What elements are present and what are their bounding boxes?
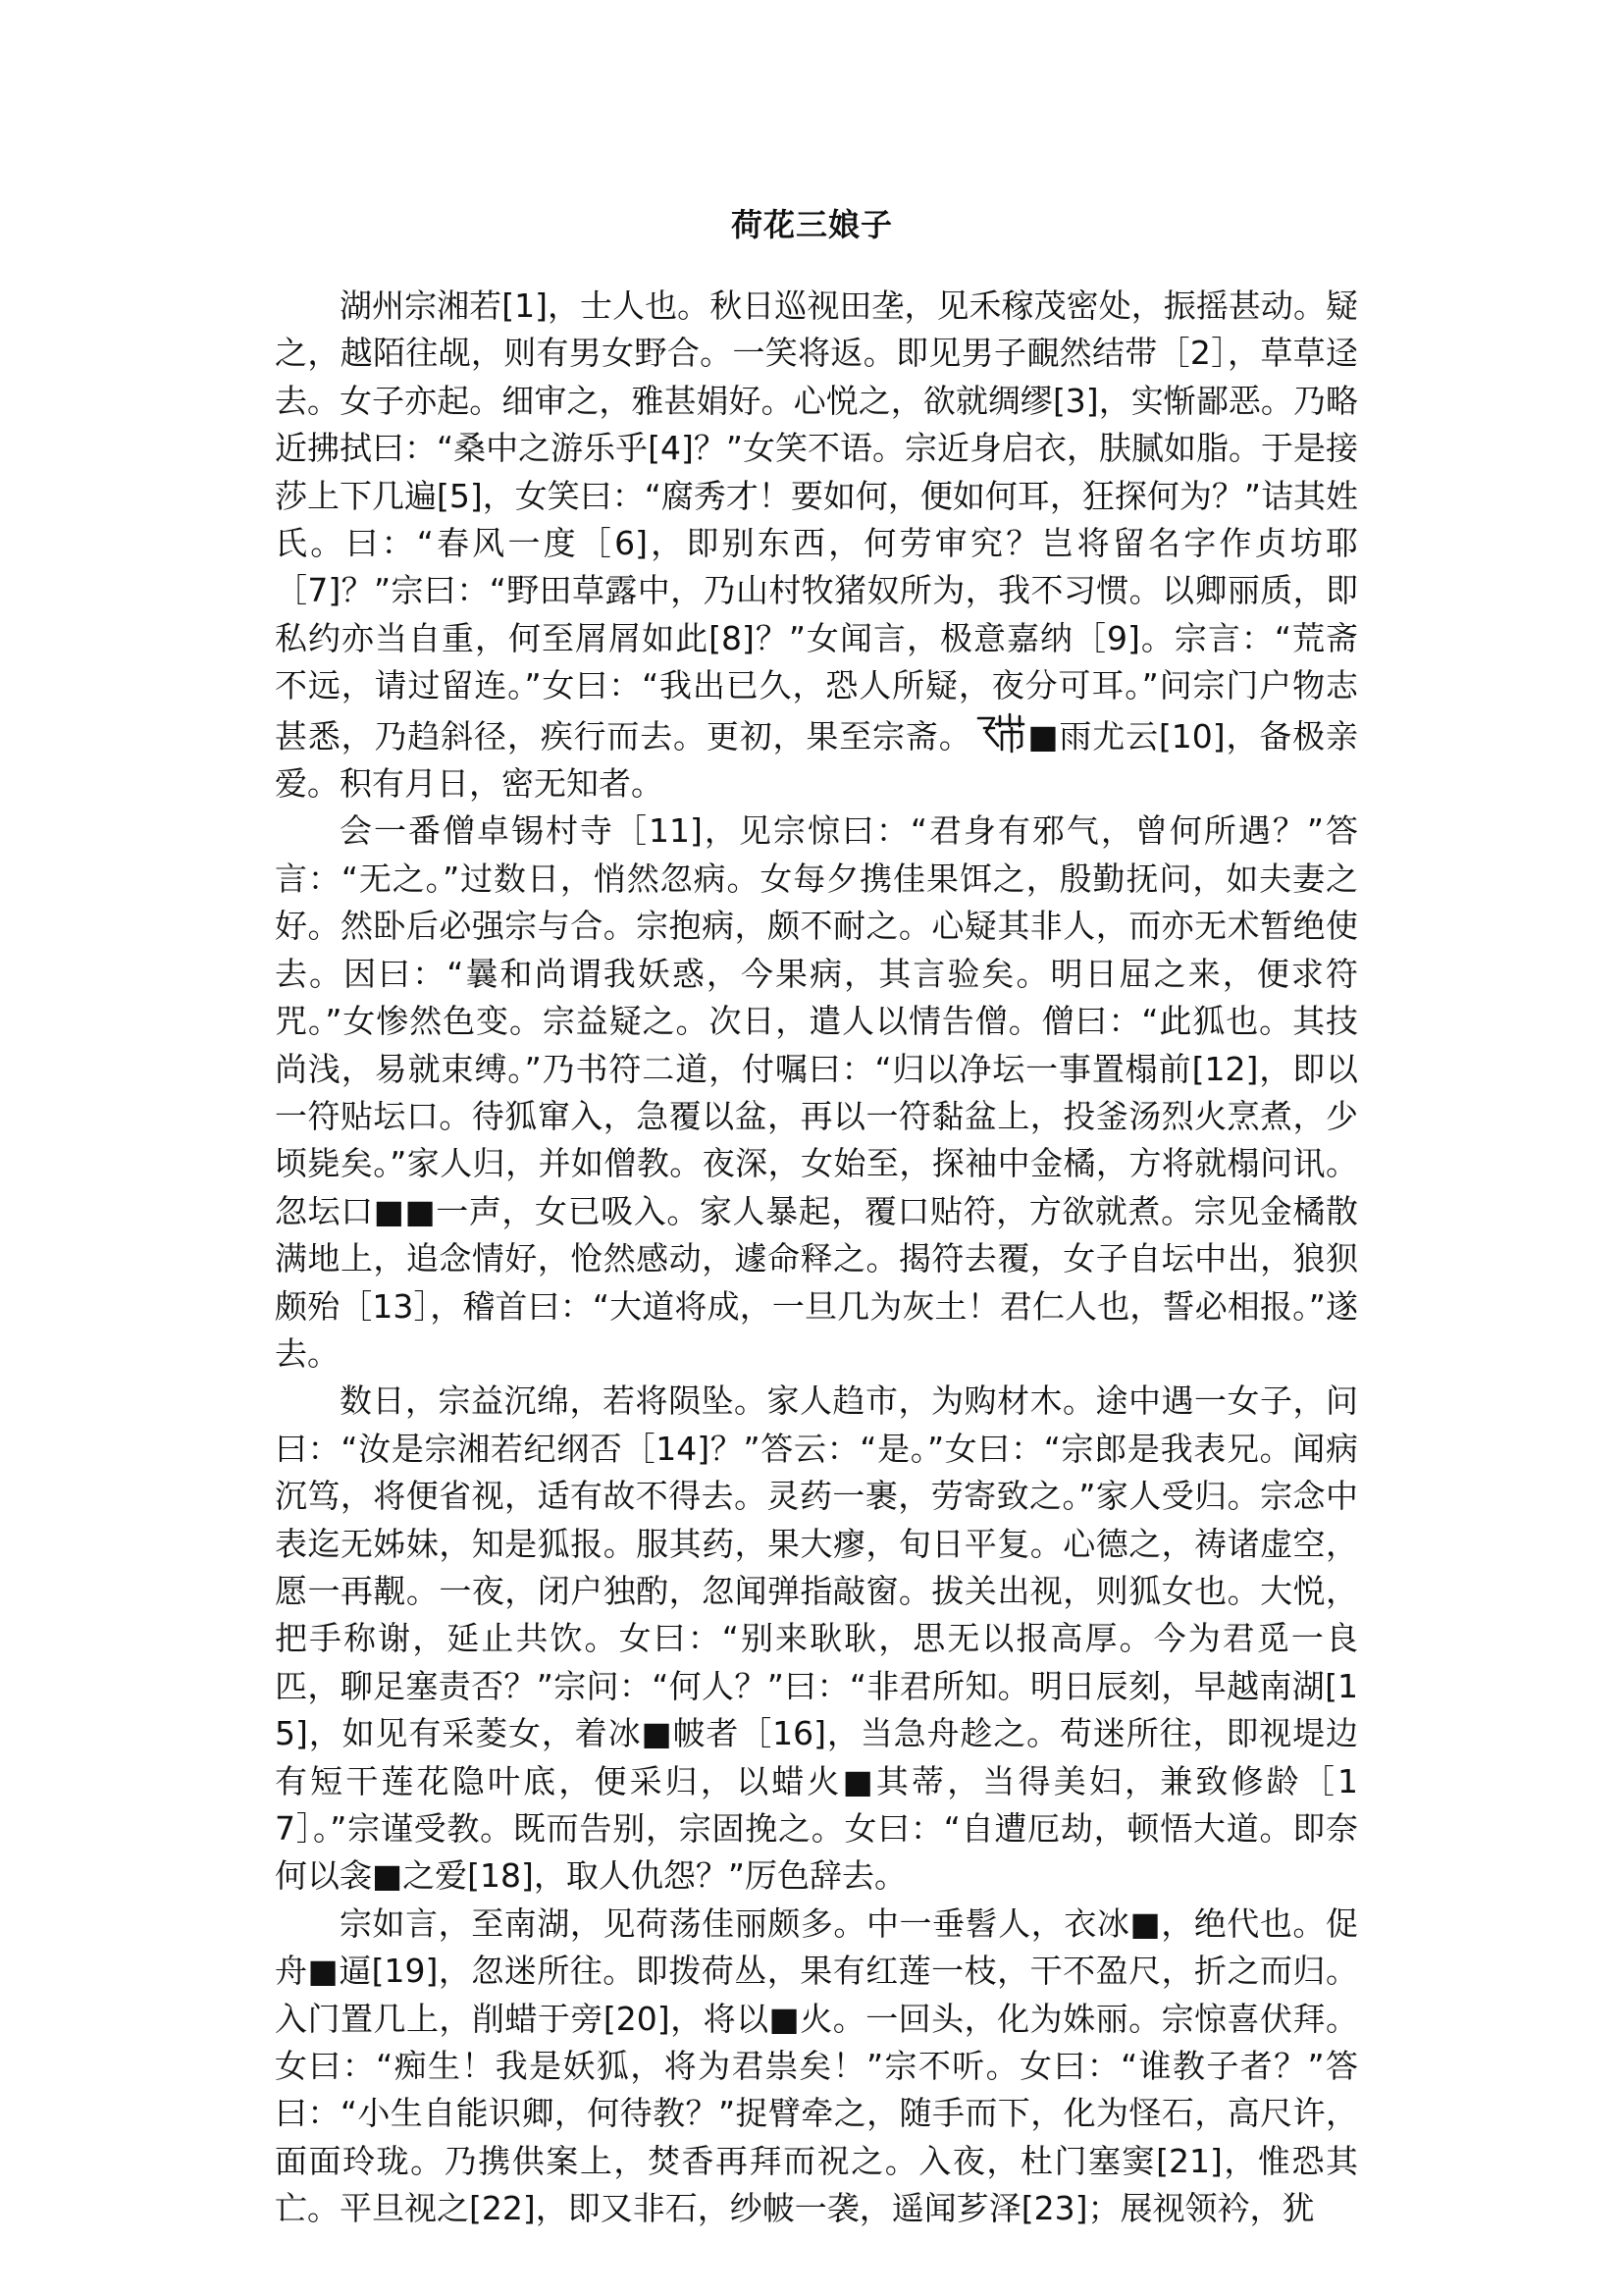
paragraph-1-tail: ■雨尤云[10]，备极亲爱。积有月日，密无知者。 [275, 716, 1359, 804]
document-body [275, 283, 1358, 2233]
archaic-glyph-image [974, 710, 1025, 754]
paragraph-3: 数日，宗益沉绵，若将陨坠。家人趋市，为购材木。途中遇一女子，问曰：“汝是宗湘若纪纲否［14]？”答云：“是。”女曰：“宗郎是我表兄。闻病沉笃，将便省视，适有故不得去。灵药一裹，劳寄致之。”家人受归。宗念中表迄无姊妹，知是狐报。服其药，果大瘳，旬日平复。心德之，祷诸虚空，愿一再觏。一夜，闭户独酌，忽闻弹指敲窗。拔关出视，则狐女也。大悦，把手称谢，延止共饮。女曰：“别来耿耿，思无以报高厚。今为君觅一良匹，聊足塞责否？”宗问：“何人？”曰：“非君所知。明日辰刻，早越南湖[15]，如见有采菱女，着冰■帔者［16]，当急舟趁之。苟迷所往，即视堤边有短干莲花隐叶底，便采归，以蜡火■其蒂，当得美妇，兼致修龄［17］。”宗谨受教。既而告别，宗固挽之。女曰：“自遭厄劫，顿悟大道。即奈何以衾■之爱[18]，取人仇怨？”厉色辞去。 [275, 1382, 1358, 1896]
paragraph-1 [275, 283, 1358, 808]
document-title: 荷花三娘子 [730, 206, 893, 243]
paragraph-4: 宗如言，至南湖，见荷荡佳丽颇多。中一垂髫人，衣冰■，绝代也。促舟■逼[19]，忽迷所往。即拨荷丛，果有红莲一枝，干不盈尺，折之而归。入门置几上，削蜡于旁[20]，将以■火。一回头，化为姝丽。宗惊喜伏拜。女曰：“痴生！我是妖狐，将为君祟矣！”宗不听。女曰：“谁教子者？”答曰：“小生自能识卿，何待教？”捉臂牵之，随手而下，化为怪石，高尺许，面面玲珑。乃携供案上，焚香再拜而祝之。入夜，杜门塞窦[21]，惟恐其亡。平旦视之[22]，即又非石，纱帔一袭，遥闻芗泽[23]；展视领衿，犹 [275, 1903, 1358, 2228]
paragraph-1-text: 湖州宗湘若[1]，士人也。秋日巡视田垄，见禾稼茂密处，振摇甚动。疑之，越陌往觇，则有男女野合。一笑将返。即见男子靦然结带［2］，草草迳去。女子亦起。细审之，雅甚娟好。心悦之，欲就绸缪[3]，实惭鄙恶。乃略近拂拭曰：“桑中之游乐乎[4]？”女笑不语。宗近身启衣，肤腻如脂。于是接莎上下几遍[5]，女笑曰：“腐秀才！要如何，便如何耳，狂探何为？”诘其姓氏。曰：“春风一度［6]，即别东西，何劳审究？岂将留名字作贞坊耶［7]？”宗曰：“野田草露中，乃山村牧猪奴所为，我不习惯。以卿丽质，即私约亦当自重，何至屑屑如此[8]？”女闻言，极意嘉纳［9]。宗言：“荒斋不远，请过留连。”女曰：“我出已久，恐人所疑，夜分可耳。”问宗门户物志甚悉，乃趋斜径，疾行而去。更初，果至宗斋。 [275, 287, 1358, 756]
paragraph-2: 会一番僧卓锡村寺［11]，见宗惊曰：“君身有邪气，曾何所遇？”答言：“无之。”过数日，悄然忽病。女每夕携佳果饵之，殷勤抚问，如夫妻之好。然卧后必强宗与合。宗抱病，颇不耐之。心疑其非人，而亦无术暂绝使去。因曰：“曩和尚谓我妖惑，今果病，其言验矣。明日屈之来，便求符咒。”女惨然色变。宗益疑之。次日，遣人以情告僧。僧曰：“此狐也。其技尚浅，易就束缚。”乃书符二道，付嘱曰：“归以净坛一事置榻前[12]，即以一符贴坛口。待狐窜入，急覆以盆，再以一符黏盆上，投釜汤烈火烹煮，少顷毙矣。”家人归，并如僧教。夜深，女始至，探袖中金橘，方将就榻问讯。忽坛口■■一声，女已吸入。家人暴起，覆口贴符，方欲就煮。宗见金橘散满地上，追念情好，怆然感动，遽命释之。揭符去覆，女子自坛中出，狼狈颇殆［13］，稽首曰：“大道将成，一旦几为灰土！君仁人也，誓必相报。”遂去。 [275, 811, 1358, 1373]
